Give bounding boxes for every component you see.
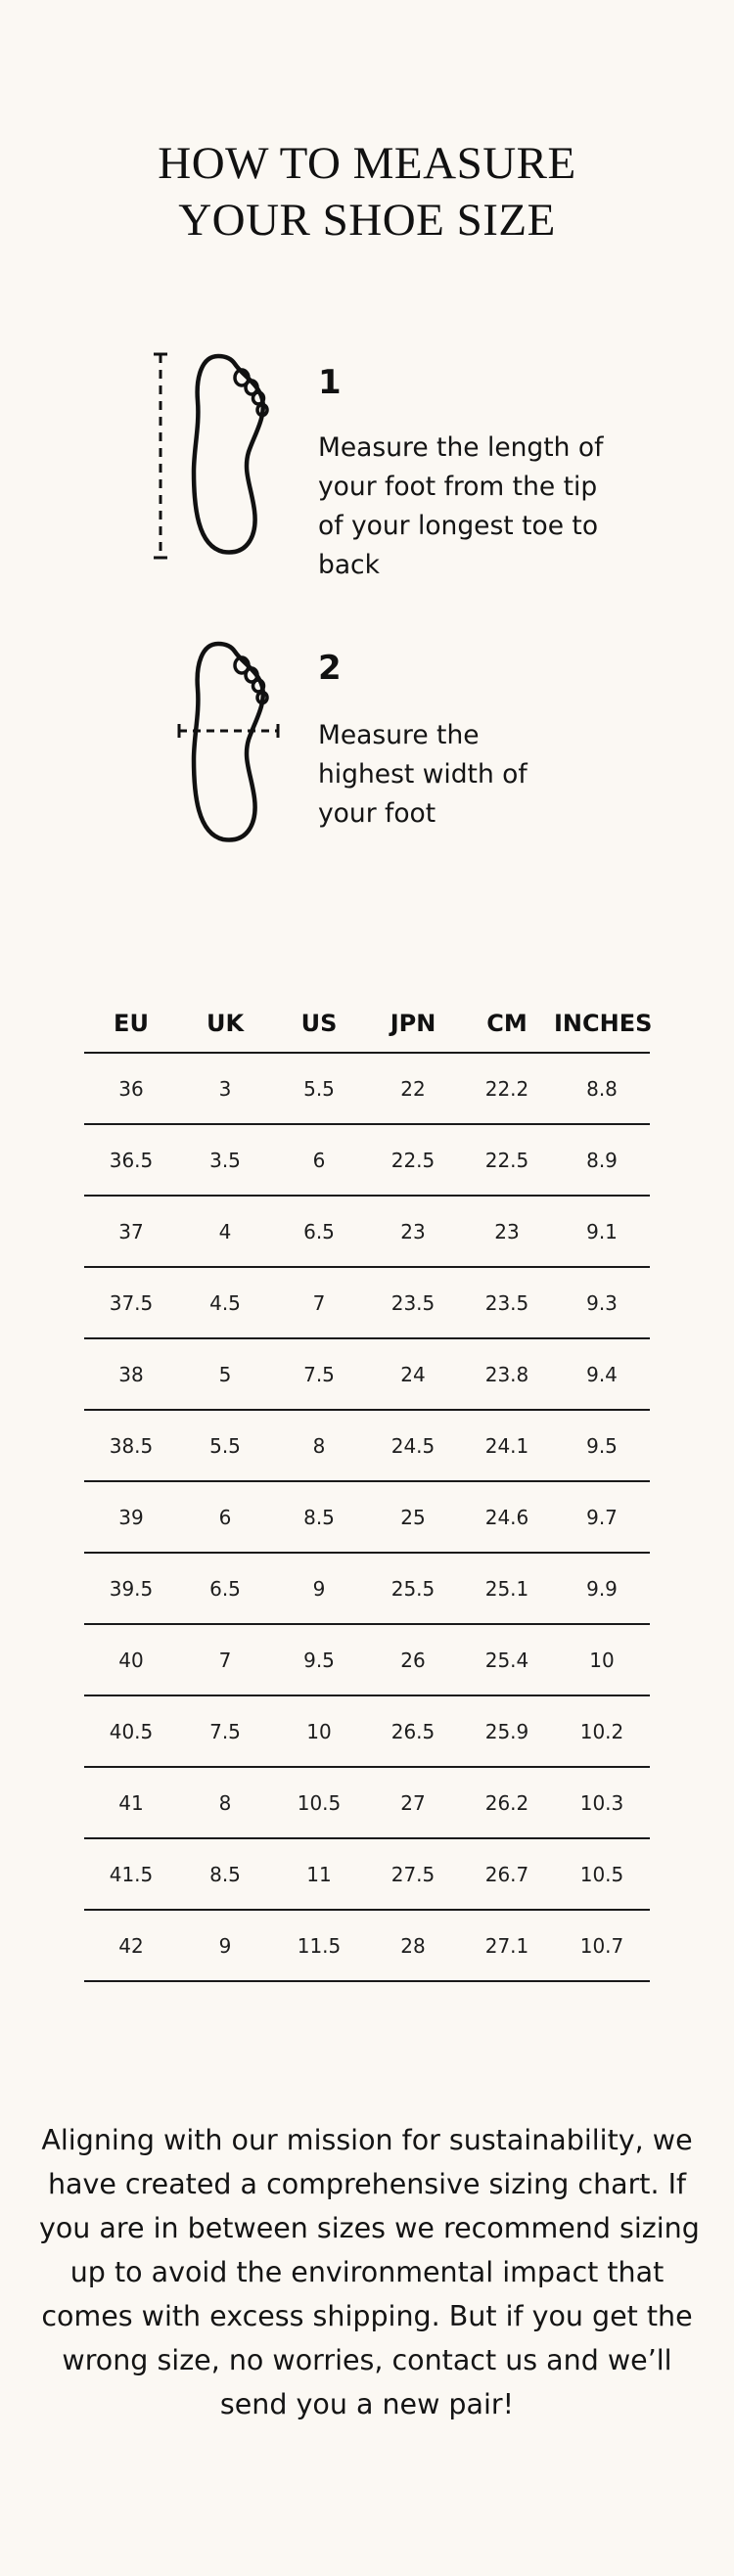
header-uk: UK	[178, 994, 272, 1053]
table-cell: 5.5	[272, 1053, 366, 1124]
sustainability-note-line: wrong size, no worries, contact us and we’ll	[62, 2344, 672, 2376]
sustainability-note-line: send you a new pair!	[219, 2388, 515, 2420]
table-cell: 8.8	[554, 1053, 650, 1124]
step-2-text-line: your foot	[318, 798, 436, 829]
sustainability-note-line: Aligning with our mission for sustainability, we	[41, 2124, 693, 2156]
table-row	[84, 1267, 650, 1338]
table-cell: 23.8	[460, 1338, 554, 1410]
step-1-number: 1	[318, 363, 342, 402]
table-row	[84, 1481, 650, 1553]
table-cell: 39.5	[84, 1553, 178, 1624]
page-title-line-2: YOUR SHOE SIZE	[178, 195, 556, 246]
table-cell: 8	[272, 1410, 366, 1481]
table-cell: 6.5	[178, 1553, 272, 1624]
table-cell: 6	[178, 1481, 272, 1553]
table-cell: 41.5	[84, 1838, 178, 1910]
table-cell: 7.5	[178, 1695, 272, 1767]
table-cell: 25.9	[460, 1695, 554, 1767]
table-cell: 4	[178, 1196, 272, 1267]
table-cell: 28	[366, 1910, 460, 1981]
table-cell: 24.1	[460, 1410, 554, 1481]
table-row	[84, 1695, 650, 1767]
table-cell: 26	[366, 1624, 460, 1695]
step-2-text-line: Measure the	[318, 720, 480, 750]
table-row	[84, 1767, 650, 1838]
table-cell: 26.5	[366, 1695, 460, 1767]
table-cell: 10.3	[554, 1767, 650, 1838]
table-cell: 24	[366, 1338, 460, 1410]
table-cell: 26.7	[460, 1838, 554, 1910]
table-cell: 10.7	[554, 1910, 650, 1981]
table-cell: 5	[178, 1338, 272, 1410]
table-cell: 22.5	[366, 1124, 460, 1196]
table-cell: 24.5	[366, 1410, 460, 1481]
table-cell: 23.5	[366, 1267, 460, 1338]
table-cell: 23	[366, 1196, 460, 1267]
table-row	[84, 1553, 650, 1624]
table-cell: 7.5	[272, 1338, 366, 1410]
header-cm: CM	[460, 994, 554, 1053]
page-title-line-1: HOW TO MEASURE	[158, 138, 576, 189]
table-cell: 41	[84, 1767, 178, 1838]
table-cell: 8.5	[272, 1481, 366, 1553]
table-cell: 25.5	[366, 1553, 460, 1624]
foot-length-icon	[147, 350, 284, 562]
table-row	[84, 1410, 650, 1481]
table-row	[84, 1338, 650, 1410]
page-title	[0, 135, 734, 249]
table-cell: 9.4	[554, 1338, 650, 1410]
table-cell: 24.6	[460, 1481, 554, 1553]
table-cell: 9.7	[554, 1481, 650, 1553]
table-cell: 22.5	[460, 1124, 554, 1196]
table-row	[84, 1910, 650, 1981]
sustainability-note-line: have created a comprehensive sizing chart. If	[47, 2168, 687, 2200]
table-cell: 8.5	[178, 1838, 272, 1910]
table-cell: 22	[366, 1053, 460, 1124]
table-cell: 36.5	[84, 1124, 178, 1196]
table-row	[84, 1053, 650, 1124]
table-cell: 27	[366, 1767, 460, 1838]
header-us: US	[272, 994, 366, 1053]
table-cell: 6	[272, 1124, 366, 1196]
table-cell: 9.5	[272, 1624, 366, 1695]
table-cell: 9	[272, 1553, 366, 1624]
table-cell: 25.4	[460, 1624, 554, 1695]
table-row	[84, 1124, 650, 1196]
table-cell: 26.2	[460, 1767, 554, 1838]
table-header-row	[84, 994, 650, 1053]
header-eu: EU	[84, 994, 178, 1053]
foot-width-icon	[176, 638, 286, 849]
table-cell: 22.2	[460, 1053, 554, 1124]
table-cell: 10	[554, 1624, 650, 1695]
table-cell: 10.5	[554, 1838, 650, 1910]
table-row	[84, 1838, 650, 1910]
table-cell: 7	[178, 1624, 272, 1695]
step-1-text-line: your foot from the tip	[318, 472, 598, 502]
sustainability-note-line: you are in between sizes we recommend sizing	[39, 2212, 700, 2244]
table-cell: 4.5	[178, 1267, 272, 1338]
step-2-instructions	[318, 716, 528, 834]
table-cell: 11	[272, 1838, 366, 1910]
table-cell: 42	[84, 1910, 178, 1981]
table-cell: 39	[84, 1481, 178, 1553]
table-cell: 10	[272, 1695, 366, 1767]
header-inches: INCHES	[554, 994, 650, 1053]
step-2-text-line: highest width of	[318, 759, 528, 790]
table-cell: 40.5	[84, 1695, 178, 1767]
table-cell: 25	[366, 1481, 460, 1553]
table-cell: 8.9	[554, 1124, 650, 1196]
step-1-text-line: Measure the length of	[318, 432, 604, 463]
step-1-text-line: of your longest toe to	[318, 511, 599, 541]
table-row	[84, 1196, 650, 1267]
step-1-text-line: back	[318, 550, 380, 580]
table-cell: 37.5	[84, 1267, 178, 1338]
table-cell: 10.2	[554, 1695, 650, 1767]
size-chart-table	[84, 994, 653, 1982]
table-cell: 9.9	[554, 1553, 650, 1624]
table-cell: 9.1	[554, 1196, 650, 1267]
table-cell: 9.3	[554, 1267, 650, 1338]
table-cell: 9.5	[554, 1410, 650, 1481]
table-cell: 38.5	[84, 1410, 178, 1481]
table-cell: 7	[272, 1267, 366, 1338]
step-1-instructions	[318, 429, 603, 585]
sustainability-note-line: up to avoid the environmental impact that	[69, 2256, 665, 2288]
table-cell: 5.5	[178, 1410, 272, 1481]
table-cell: 23.5	[460, 1267, 554, 1338]
table-cell: 36	[84, 1053, 178, 1124]
table-cell: 11.5	[272, 1910, 366, 1981]
table-cell: 38	[84, 1338, 178, 1410]
table-cell: 27.5	[366, 1838, 460, 1910]
table-cell: 6.5	[272, 1196, 366, 1267]
table-row	[84, 1624, 650, 1695]
table-cell: 40	[84, 1624, 178, 1695]
table-cell: 37	[84, 1196, 178, 1267]
sustainability-note-line: comes with excess shipping. But if you get the	[41, 2300, 693, 2332]
table-cell: 27.1	[460, 1910, 554, 1981]
sustainability-note	[39, 2118, 700, 2426]
table-cell: 25.1	[460, 1553, 554, 1624]
table-cell: 10.5	[272, 1767, 366, 1838]
table-cell: 3	[178, 1053, 272, 1124]
header-jpn: JPN	[366, 994, 460, 1053]
table-cell: 23	[460, 1196, 554, 1267]
table-cell: 3.5	[178, 1124, 272, 1196]
table-cell: 9	[178, 1910, 272, 1981]
table-cell: 8	[178, 1767, 272, 1838]
step-2-number: 2	[318, 649, 342, 688]
size-table-body	[84, 1053, 650, 1981]
